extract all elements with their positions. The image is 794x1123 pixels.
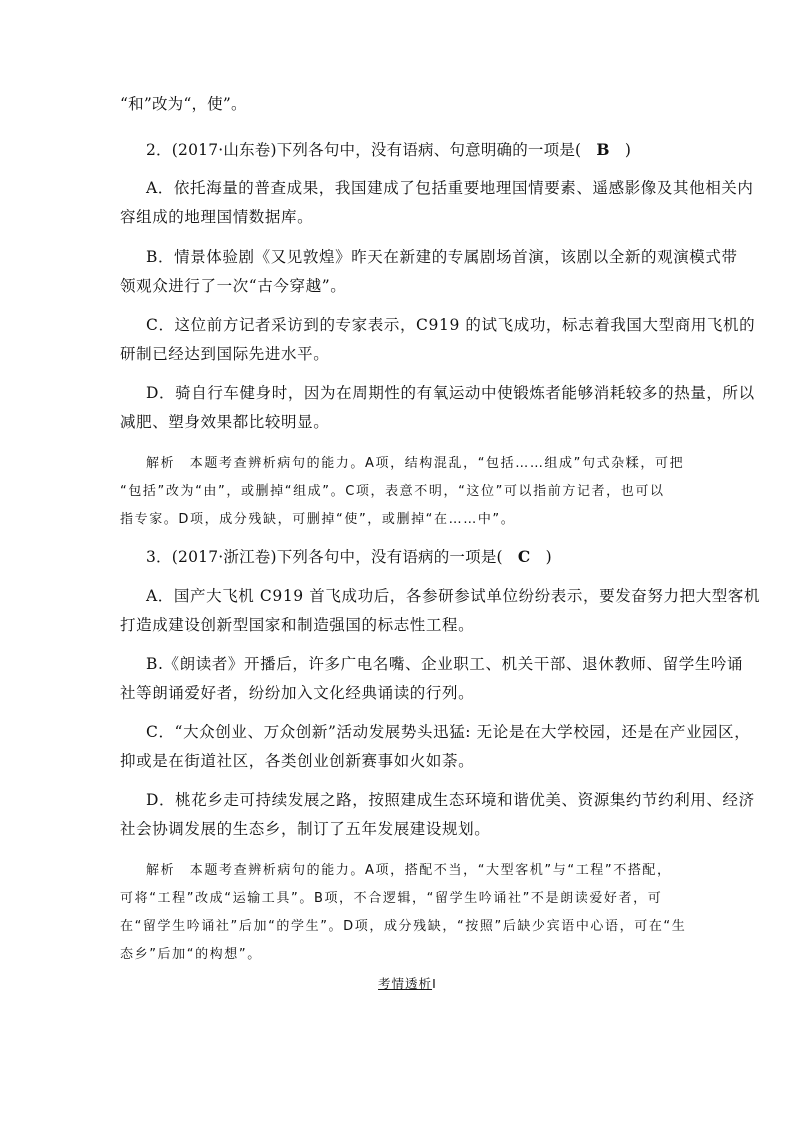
question-3-text: 3．(2017·浙江卷)下列各句中，没有语病的一项是( bbox=[146, 548, 503, 566]
q3-option-d-line1: D．桃花乡走可持续发展之路，按照建成生态环境和谐优美、资源集约节约利用、经济 bbox=[146, 791, 755, 809]
q3-explanation-line4: 态乡”后加“的构想”。 bbox=[120, 947, 262, 962]
continuation-line: “和”改为“，使”。 bbox=[120, 95, 247, 113]
question-2-close: ) bbox=[624, 141, 632, 159]
q2-explanation-line3: 指专家。D项，成分残缺，可删掉“使”，或删掉“在……中”。 bbox=[120, 512, 516, 527]
q2-explanation-line2: “包括”改为“由”，或删掉“组成”。C项，表意不明，“这位”可以指前方记者，也可以 bbox=[120, 484, 665, 499]
q3-option-b-line1: B.《朗读者》开播后，许多广电名嘴、企业职工、机关干部、退休教师、留学生吟诵 bbox=[146, 655, 744, 673]
section-heading-char: 情 bbox=[391, 976, 406, 991]
section-heading-char: 析 bbox=[418, 976, 433, 991]
q3-option-c-line2: 抑或是在街道社区，各类创业创新赛事如火如荼。 bbox=[120, 752, 475, 770]
q2-option-c-line1: C．这位前方记者采访到的专家表示，C919 的试飞成功，标志着我国大型商用飞机的 bbox=[146, 316, 756, 334]
q3-explanation-line2: 可将“工程”改成“运输工具”。B项，不合逻辑，“留学生吟诵社”不是朗读爱好者，可 bbox=[120, 891, 663, 906]
q3-option-b-line2: 社等朗诵爱好者，纷纷加入文化经典诵读的行列。 bbox=[120, 684, 475, 702]
section-heading-kaoqing bbox=[378, 974, 437, 992]
q2-option-b-line1: B．情景体验剧《又见敦煌》昨天在新建的专属剧场首演，该剧以全新的观演模式带 bbox=[146, 248, 738, 266]
question-2-answer: B bbox=[596, 140, 610, 159]
question-3-answer: C bbox=[517, 547, 531, 566]
q2-option-a-line1: A．依托海量的普查成果，我国建成了包括重要地理国情要素、遥感影像及其他相关内 bbox=[146, 179, 754, 197]
q2-option-d-line1: D．骑自行车健身时，因为在周期性的有氧运动中使锻炼者能够消耗较多的热量，所以 bbox=[146, 384, 755, 402]
q2-option-b-line2: 领观众进行了一次“古今穿越”。 bbox=[120, 277, 347, 295]
q3-explanation-line3: 在“留学生吟诵社”后加“的学生”。D项，成分残缺，“按照”后缺少宾语中心语，可在“生 bbox=[120, 919, 687, 934]
q2-explanation-line1: 解析 本题考查辨析病句的能力。A项，结构混乱，“包括……组成”句式杂糅，可把 bbox=[146, 456, 685, 471]
q2-option-c-line2: 研制已经达到国际先进水平。 bbox=[120, 345, 330, 363]
q2-option-d-line2: 减肥、塑身效果都比较明显。 bbox=[120, 413, 330, 431]
q3-option-d-line2: 社会协调发展的生态乡，制订了五年发展建设规划。 bbox=[120, 820, 491, 838]
q3-option-a-line1: A．国产大飞机 C919 首飞成功后，各参研参试单位纷纷表示，要发奋努力把大型客机 bbox=[146, 587, 761, 605]
q2-option-a-line2: 容组成的地理国情数据库。 bbox=[120, 208, 314, 226]
section-heading-bar: Ⅰ bbox=[432, 976, 437, 991]
q3-option-a-line2: 打造成建设创新型国家和制造强国的标志性工程。 bbox=[120, 616, 475, 634]
question-2-text: 2．(2017·山东卷)下列各句中，没有语病、句意明确的一项是( bbox=[146, 141, 582, 159]
section-heading-char: 考 bbox=[378, 976, 392, 991]
section-heading-char: 透 bbox=[405, 976, 419, 991]
question-2-stem bbox=[146, 138, 706, 160]
q3-explanation-line1: 解析 本题考查辨析病句的能力。A项，搭配不当，“大型客机”与“工程”不搭配， bbox=[146, 863, 672, 878]
question-3-stem bbox=[146, 545, 706, 567]
question-3-close: ) bbox=[545, 548, 552, 566]
q3-option-c-line1: C．“大众创业、万众创新”活动发展势头迅猛: 无论是在大学校园，还是在产业园区， bbox=[146, 723, 751, 741]
